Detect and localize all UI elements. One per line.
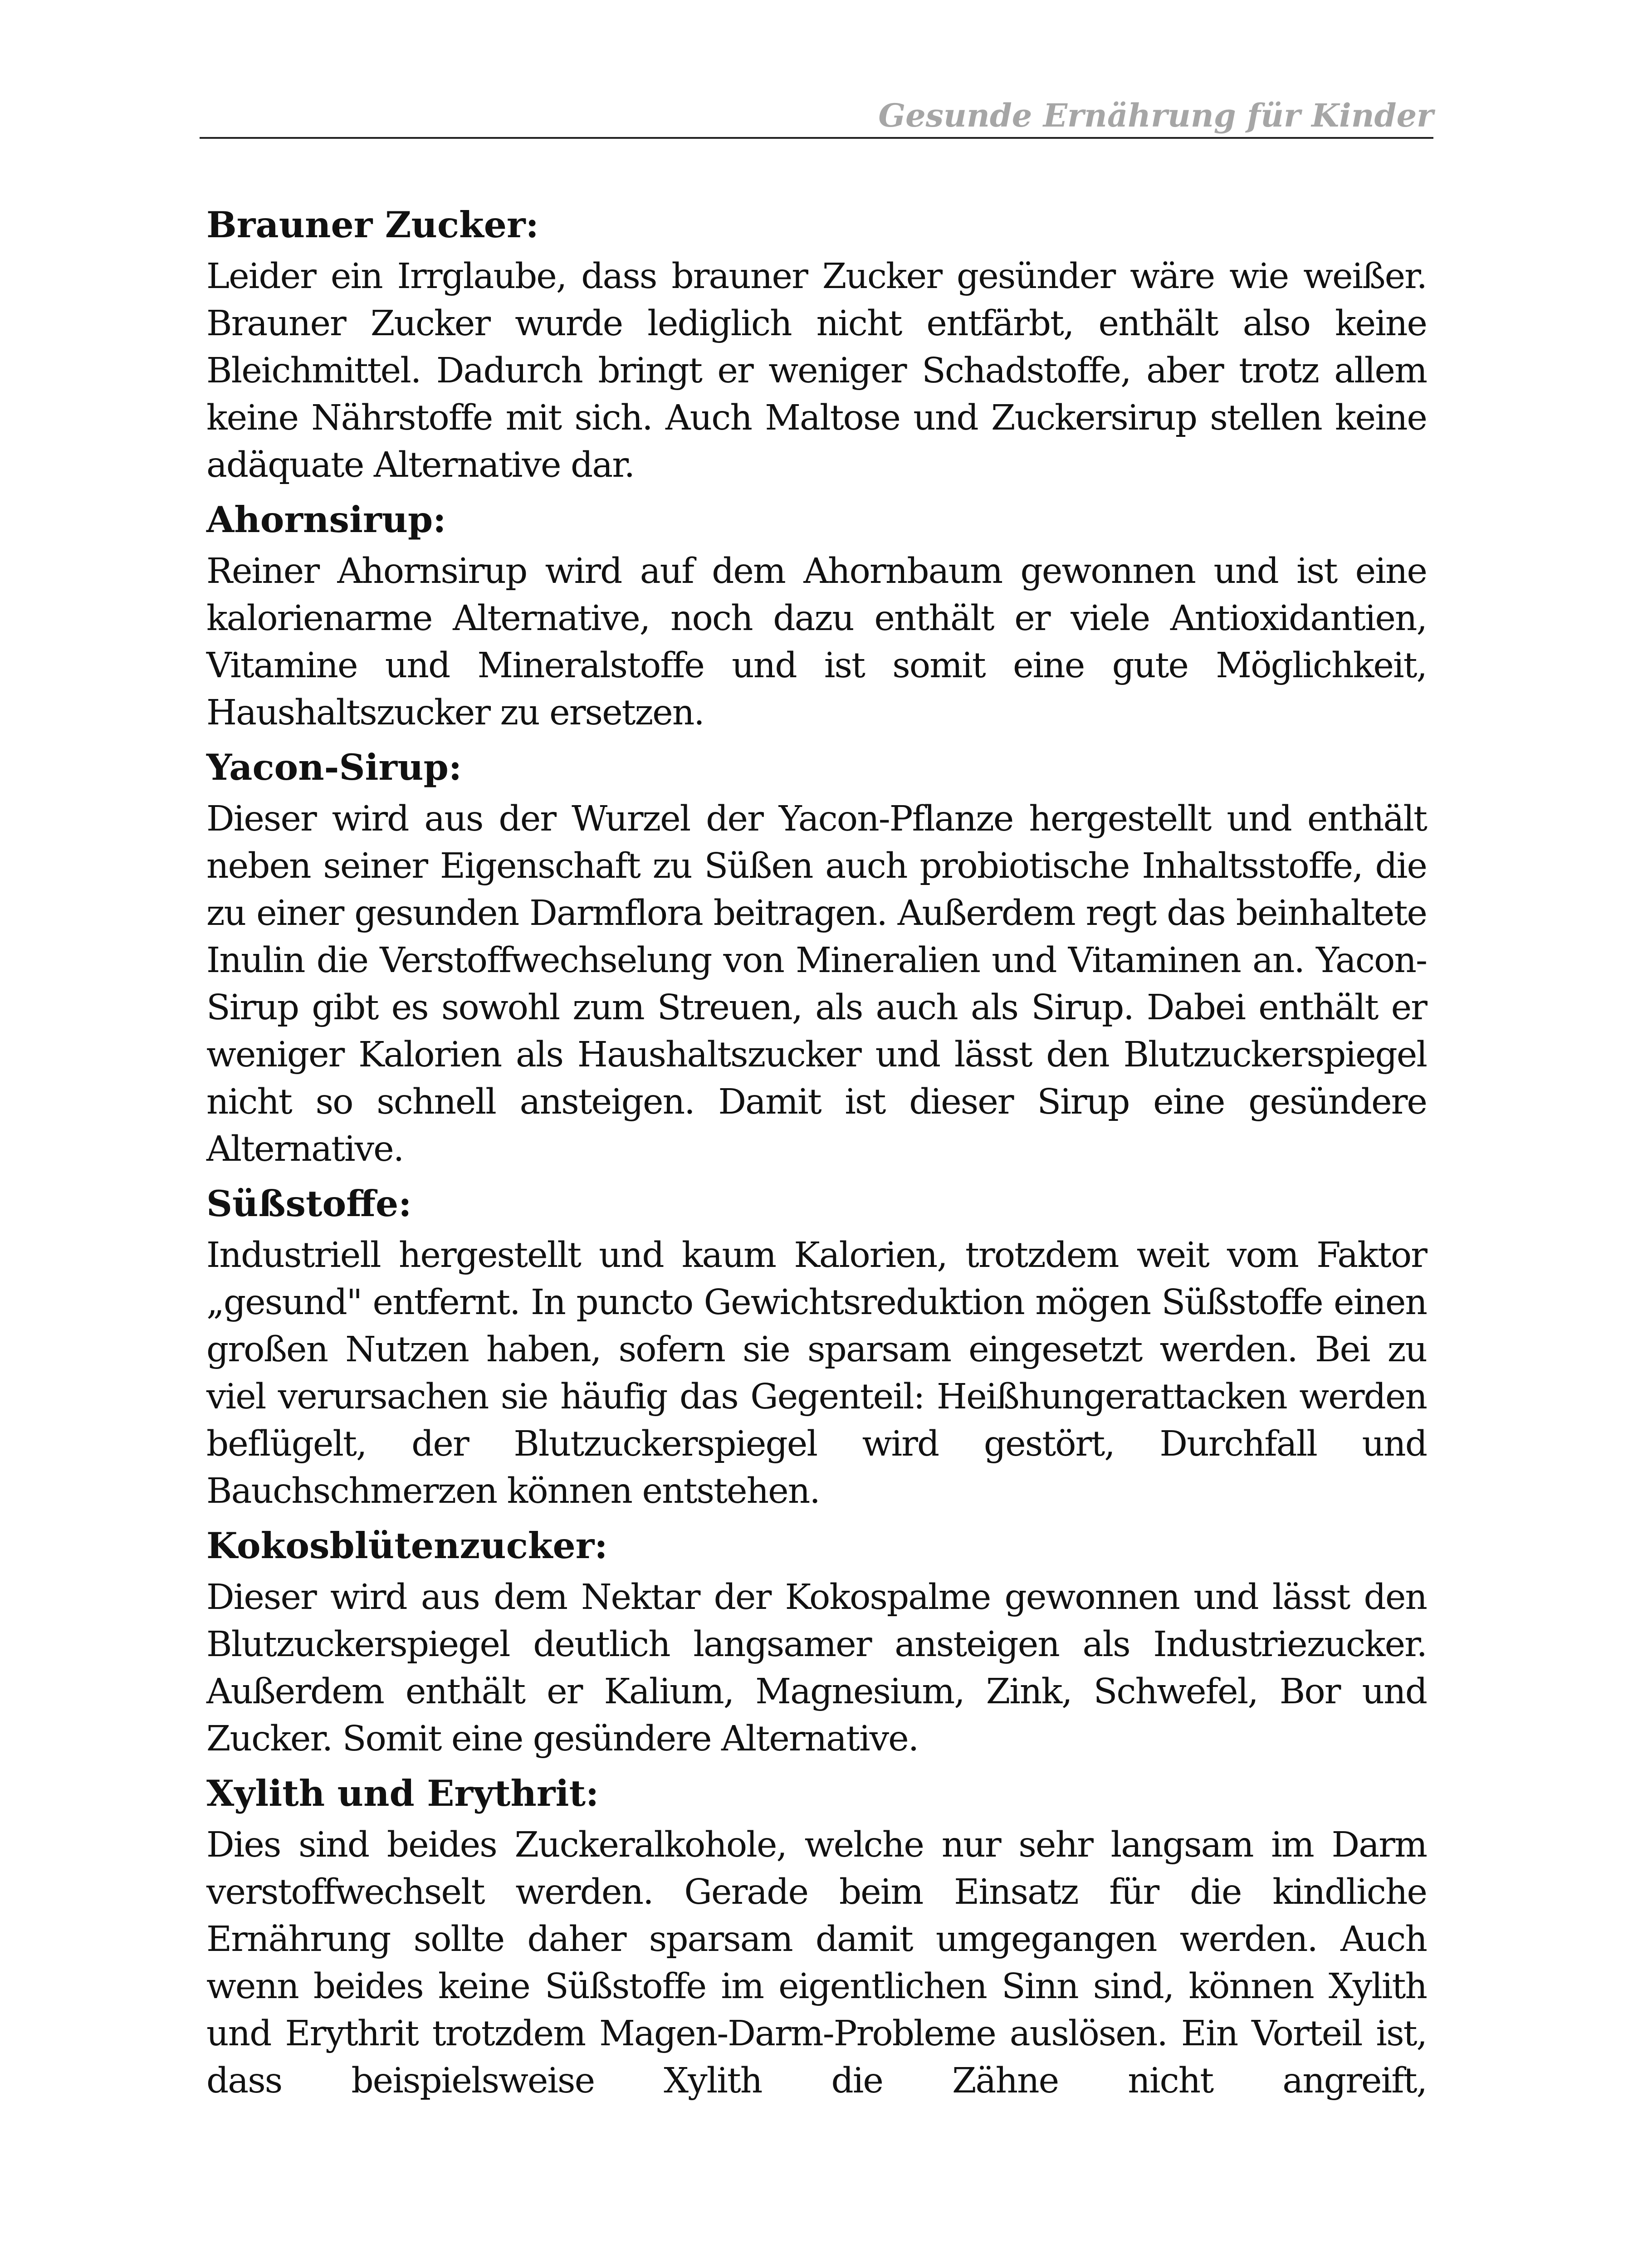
section-brauner-zucker <box>206 200 1427 489</box>
section-ahornsirup <box>206 494 1427 737</box>
section-paragraph: Industriell hergestellt und kaum Kalorien, trotzdem weit vom Faktor „gesund" entfernt. In puncto Gewichtsreduktion mögen Süßstoffe einen großen Nutzen haben, sofern sie sparsam eingesetzt werden. Bei zu viel verursachen sie häufig das Gegenteil: Heißhungerattacken werden beflügelt, der Blutzuckerspiegel wird gestört, Durchfall und Bauchschmerzen können entstehen. <box>206 1235 1427 1511</box>
section-paragraph: Dieser wird aus dem Nektar der Kokospalme gewonnen und lässt den Blutzuckerspiegel deutlich langsamer ansteigen als Industriezucker. Außerdem enthält er Kalium, Magnesium, Zink, Schwefel, Bor und Zucker. Somit eine gesündere Alternative. <box>206 1577 1427 1759</box>
section-kokosbluetenzucker <box>206 1520 1427 1763</box>
section-heading: Brauner Zucker: <box>206 204 539 246</box>
section-heading: Süßstoffe: <box>206 1183 412 1225</box>
section-heading: Ahornsirup: <box>206 499 446 541</box>
section-heading: Kokosblütenzucker: <box>206 1525 608 1567</box>
section-paragraph: Leider ein Irrglaube, dass brauner Zucker gesünder wäre wie weißer. Brauner Zucker wurde lediglich nicht entfärbt, enthält also keine Bleichmittel. Dadurch bringt er weniger Schadstoffe, aber trotz allem keine Nährstoffe mit sich. Auch Maltose und Zuckersirup stellen keine adäquate Alternative dar. <box>206 256 1427 485</box>
section-suessstoffe <box>206 1178 1427 1515</box>
section-heading: Xylith und Erythrit: <box>206 1772 599 1814</box>
header-rule <box>200 137 1433 139</box>
section-heading: Yacon-Sirup: <box>206 746 462 788</box>
section-paragraph: Reiner Ahornsirup wird auf dem Ahornbaum gewonnen und ist eine kalorienarme Alternative, noch dazu enthält er viele Antioxidantien, Vitamine und Mineralstoffe und ist somit eine gute Möglichkeit, Haushaltszucker zu ersetzen. <box>206 551 1427 733</box>
section-xylith-erythrit <box>206 1768 1427 2105</box>
page-content <box>206 200 1427 2110</box>
section-paragraph: Dies sind beides Zuckeralkohole, welche nur sehr langsam im Darm verstoffwechselt werden. Gerade beim Einsatz für die kindliche Ernährung sollte daher sparsam damit umgegangen werden. Auch wenn beides keine Süßstoffe im eigentlichen Sinn sind, können Xylith und Erythrit trotzdem Magen-Darm-Probleme auslösen. Ein Vorteil ist, dass beispielsweise Xylith die Zähne nicht angreift, <box>206 1825 1427 2101</box>
running-header-title: Gesunde Ernährung für Kinder <box>878 97 1433 134</box>
section-paragraph: Dieser wird aus der Wurzel der Yacon-Pflanze hergestellt und enthält neben seiner Eigenschaft zu Süßen auch probiotische Inhaltsstoffe, die zu einer gesunden Darmflora beitragen. Außerdem regt das beinhaltete Inulin die Verstoffwechselung von Mineralien und Vitaminen an. Yacon-Sirup gibt es sowohl zum Streuen, als auch als Sirup. Dabei enthält er weniger Kalorien als Haushaltszucker und lässt den Blutzuckerspiegel nicht so schnell ansteigen. Damit ist dieser Sirup eine gesündere Alternative. <box>206 799 1427 1169</box>
section-yacon-sirup <box>206 742 1427 1173</box>
